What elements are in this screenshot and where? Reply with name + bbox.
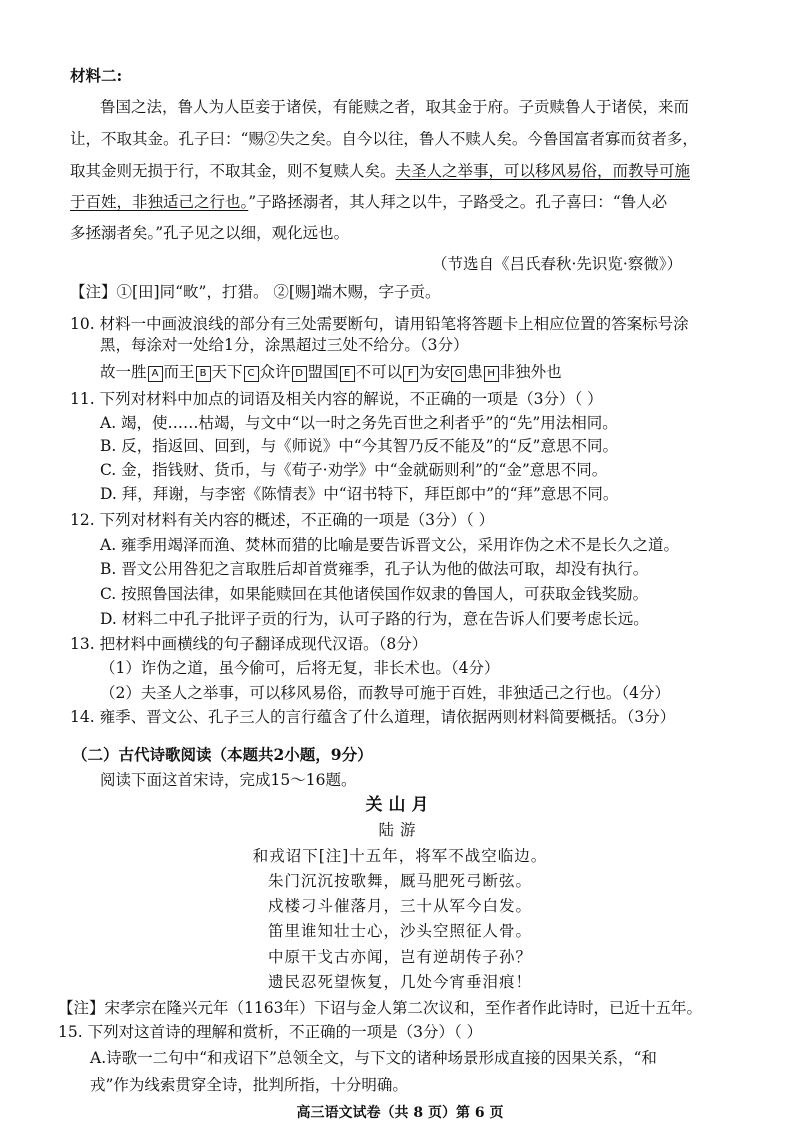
material2-line-3-text: 取其金则无损于行，不取其金，则不复赎人矣。 [70,162,396,180]
q12-option-b[interactable]: B. 晋文公用咎犯之言取胜后却首赏雍季，孔子认为他的做法可取，却没有执行。 [100,560,649,578]
answer-box-e[interactable]: E [340,366,355,382]
poem-line-4: 笛里谁知壮士心，沙头空照征人骨。 [267,922,532,940]
poem-note: 【注】宋孝宗在隆兴元年（1163年）下诏与金人第二次议和，至作者作此诗时，已近十五年。 [58,999,702,1017]
poem-line-6: 遗民忍死望恢复，几处今宵垂泪痕！ [267,973,532,991]
q10-seg: 故一胜 [100,363,147,381]
q11-option-a[interactable]: A. 竭，使……枯竭，与文中“以一时之务先百世之利者乎”的“先”用法相同。 [100,414,618,432]
material2-line-2: 让，不取其金。孔子曰：“赐②失之矣。自今以往，鲁人不赎人矣。今鲁国富者寡而贫者多， [70,130,698,148]
q10-seg: 不可以 [355,363,403,381]
poem-title: 关山月 [365,795,435,815]
material2-heading: 材料二: [70,66,123,85]
q10-stem-line-2: 黑，每涂对一处给1分，涂黑超过三处不给分。（3分） [100,336,469,354]
q15-option-a-line-2: 戎”作为线索贯穿全诗，批判所指，十分明确。 [90,1076,408,1094]
q12-option-a[interactable]: A. 雍季用竭泽而渔、焚林而猎的比喻是要告诉晋文公，采用诈伪之术不是长久之道。 [100,536,680,554]
material2-line-5: 多拯溺者矣。”孔子见之以细，观化远也。 [70,224,350,242]
answer-box-f[interactable]: F [403,366,418,382]
q11-option-c[interactable]: C. 金，指钱财、货币，与《荀子·劝学》中“金就砺则利”的“金”意思不同。 [100,461,608,479]
answer-box-g[interactable]: G [451,366,466,382]
q10-seg: 患 [467,363,483,381]
q11-stem: 11. 下列对材料中加点的词语及相关内容的解说，不正确的一项是（3分）（ ） [70,390,603,408]
q15-option-a-line-1[interactable]: A.诗歌一二句中“和戎诏下”总领全文，与下文的诸种场景形成直接的因果关系，“和 [90,1049,657,1067]
answer-box-d[interactable]: D [292,366,307,382]
answer-box-b[interactable]: B [196,366,211,382]
poem-author: 陆游 [378,821,422,839]
q10-seg: 而王 [163,363,195,381]
q10-sentence [100,362,562,382]
q12-stem: 12. 下列对材料有关内容的概述，不正确的一项是（3分）（ ） [70,511,495,529]
q15-stem: 15. 下列对这首诗的理解和赏析，不正确的一项是（3分）（ ） [58,1023,483,1041]
section2-intro: 阅读下面这首宋诗，完成15～16题。 [100,771,357,789]
underlined-sentence-part-2: 于百姓，非独适己之行也。 [70,193,249,211]
q10-seg: 天下 [211,363,243,381]
q10-seg: 非独外也 [499,363,562,381]
section2-heading: （二）古代诗歌阅读（本题共2小题，9分） [72,745,373,764]
underlined-sentence-part-1: 夫圣人之举事，可以移风易俗，而教导可施 [395,162,691,180]
material2-line-1: 鲁国之法，鲁人为人臣妾于诸侯，有能赎之者，取其金于府。子贡赎鲁人于诸侯，来而 [100,98,690,116]
poem-line-1: 和戎诏下[注]十五年，将军不战空临边。 [252,847,548,865]
poem-line-2: 朱门沉沉按歌舞，厩马肥死弓断弦。 [267,872,532,890]
answer-box-c[interactable]: C [244,366,259,382]
q12-option-c[interactable]: C. 按照鲁国法律，如果能赎回在其他诸侯国作奴隶的鲁国人，可获取金钱奖励。 [100,585,649,603]
q11-option-b[interactable]: B. 反，指返回、回到，与《师说》中“今其智乃反不能及”的“反”意思不同。 [100,437,618,455]
q12-option-d[interactable]: D. 材料二中孔子批评子贡的行为，认可子路的行为，意在告诉人们要考虑长远。 [100,610,649,628]
q13-sentence-2: （2）夫圣人之举事，可以移风易俗，而教导可施于百姓，非独适己之行也。（4分） [100,684,670,702]
answer-box-a[interactable]: A [148,366,163,382]
q11-option-d[interactable]: D. 拜，拜谢，与李密《陈情表》中“诏书特下，拜臣郎中”的“拜”意思不同。 [100,485,619,503]
q10-seg: 为安 [419,363,451,381]
q10-seg: 盟国 [307,363,339,381]
material2-line-4 [70,192,667,212]
q10-seg: 众许 [259,363,291,381]
q10-stem-line-1: 10. 材料一中画波浪线的部分有三处需要断句，请用铅笔将答题卡上相应位置的答案标号涂 [70,315,689,333]
answer-box-h[interactable]: H [484,366,499,382]
page-footer: 高三语文试卷（共 8 页）第 6 页 [296,1105,504,1121]
material2-source: （节选自《吕氏春秋·先识览·察微》） [432,255,683,273]
q13-sentence-1: （1）诈伪之道，虽今偷可，后将无复，非长术也。（4分） [100,659,500,677]
material2-line-3 [70,161,690,181]
poem-line-5: 中原干戈古亦闻，岂有逆胡传子孙？ [267,948,532,966]
q14-stem: 14. 雍季、晋文公、孔子三人的言行蕴含了什么道理，请依据两则材料简要概括。（3分） [70,708,676,726]
material2-line-4-text: ”子路拯溺者，其人拜之以牛，子路受之。孔子喜曰：“鲁人必 [248,193,668,211]
q13-stem: 13. 把材料中画横线的句子翻译成现代汉语。（8分） [70,635,428,653]
material2-note: 【注】①[田]同“畋”，打猎。 ②[赐]端木赐，字子贡。 [70,283,441,301]
poem-line-3: 戍楼刁斗催落月，三十从军今白发。 [267,897,532,915]
